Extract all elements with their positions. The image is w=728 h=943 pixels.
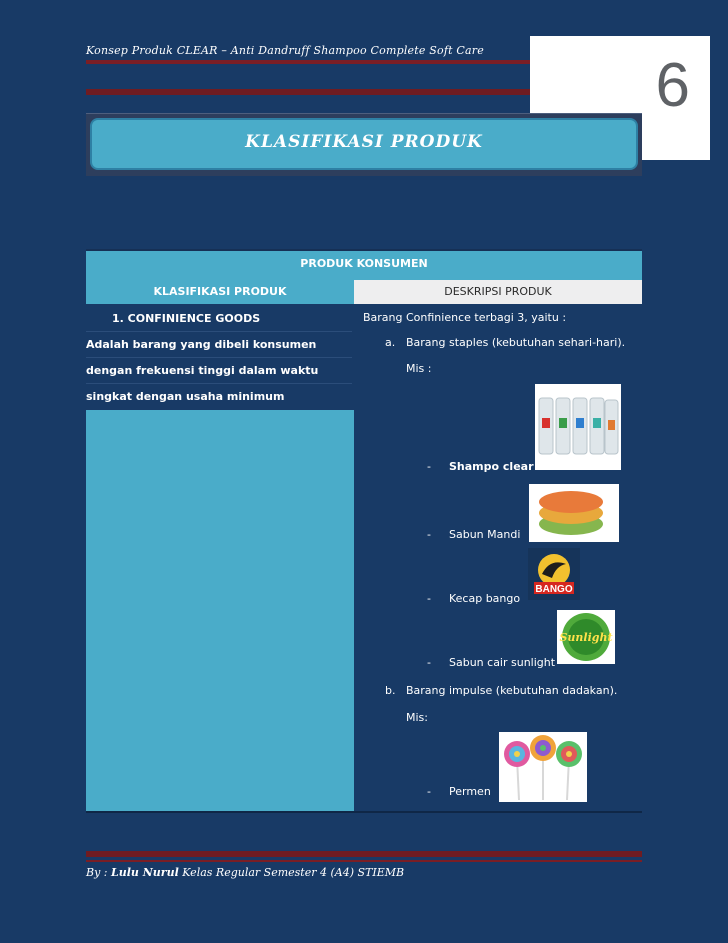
- impulse-text: Barang impulse (kebutuhan dadakan).: [406, 684, 618, 697]
- permen-image: [499, 732, 587, 802]
- item-dash: -: [427, 785, 431, 798]
- footer-rule-lower: [86, 860, 642, 862]
- description-column: [357, 306, 642, 813]
- item-dash: -: [427, 592, 431, 605]
- item-permen: Permen: [449, 785, 491, 798]
- product-table: [86, 249, 642, 813]
- header-rule: [86, 60, 530, 64]
- section-title-banner: [86, 113, 642, 176]
- shampoo-clear-image: [535, 384, 621, 470]
- table-title-row: [86, 249, 642, 280]
- item-dash: -: [427, 528, 431, 541]
- impulse-mis: Mis:: [406, 711, 428, 724]
- kecap-bango-logo: [528, 548, 580, 600]
- item-sabun-mandi: Sabun Mandi: [449, 528, 521, 541]
- item-sabun-cair-sunlight: Sabun cair sunlight: [449, 656, 556, 669]
- svg-text:Sunlight: Sunlight: [559, 631, 613, 644]
- column-header-classification: KLASIFIKASI PRODUK: [86, 280, 354, 304]
- list-marker-a: a.: [385, 336, 396, 349]
- footer-prefix: By :: [86, 866, 111, 879]
- item-kecap-bango: Kecap bango: [449, 592, 521, 605]
- sabun-mandi-image: [529, 484, 619, 542]
- page-number: 6: [655, 51, 690, 120]
- item-dash: -: [427, 460, 431, 473]
- footer-author: Lulu Nurul: [111, 866, 179, 879]
- section-title-panel: [90, 118, 638, 170]
- classification-text-line: Adalah barang yang dibeli konsumen: [86, 332, 352, 358]
- svg-text:BANGO: BANGO: [535, 584, 573, 595]
- footer-text: [86, 866, 404, 879]
- description-intro: Barang Confinience terbagi 3, yaitu :: [363, 311, 567, 324]
- classification-column: [86, 306, 354, 813]
- header-title: Konsep Produk CLEAR – Anti Dandruff Shampoo Complete Soft Care: [86, 44, 484, 57]
- section-title: KLASIFIKASI PRODUK: [245, 132, 483, 152]
- header-rule-lower: [86, 89, 530, 95]
- staples-mis: Mis :: [406, 362, 432, 375]
- table-title: PRODUK KONSUMEN: [300, 257, 428, 270]
- classification-fill: [86, 410, 354, 813]
- staples-text: Barang staples (kebutuhan sehari-hari).: [406, 336, 626, 349]
- column-header-description: DESKRIPSI PRODUK: [354, 280, 642, 304]
- item-dash: -: [427, 656, 431, 669]
- item-shampo-clear: Shampo clear: [449, 460, 534, 473]
- list-marker-b: b.: [385, 684, 396, 697]
- classification-text-line: singkat dengan usaha minimum: [86, 390, 285, 403]
- footer-rule: [86, 851, 642, 857]
- classification-text-line: dengan frekuensi tinggi dalam waktu: [86, 358, 352, 384]
- classification-heading: 1. CONFINIENCE GOODS: [86, 306, 352, 332]
- footer-rest: Kelas Regular Semester 4 (A4) STIEMB: [178, 866, 405, 879]
- table-bottom-border: [86, 811, 642, 813]
- sunlight-logo: [557, 610, 615, 664]
